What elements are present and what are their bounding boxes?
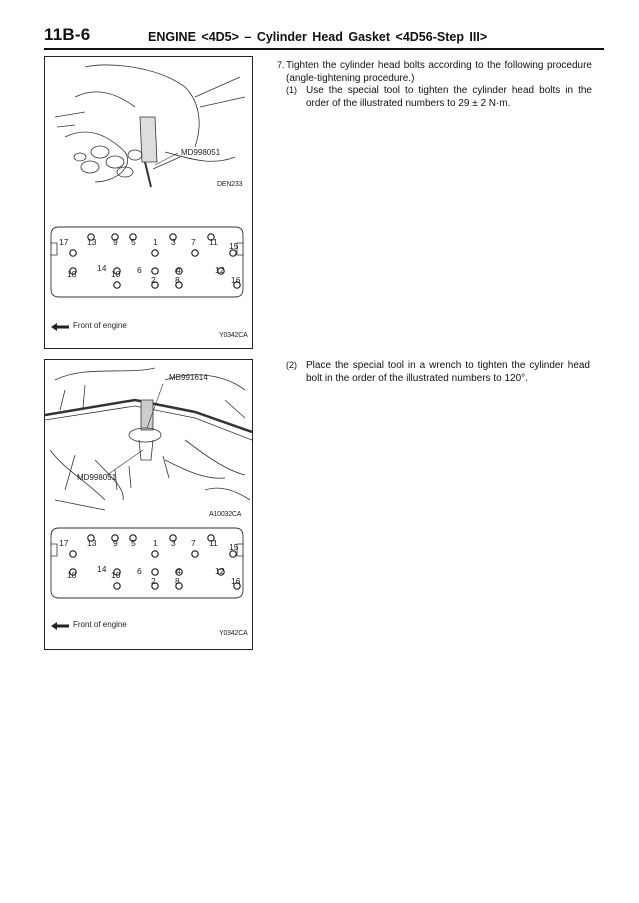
bolt-number: 9 (113, 237, 118, 247)
bolt-number: 13 (87, 538, 97, 548)
bolt-marker (152, 268, 158, 274)
bolt-number: 17 (59, 538, 69, 548)
step-7-number: 7. (277, 60, 285, 70)
substep-1-number: (1) (286, 85, 297, 95)
step-7-text: Tighten the cylinder head bolts according to the following procedure (angle-tightening procedure.) (286, 60, 592, 84)
front-of-engine-label: Front of engine (73, 620, 127, 629)
bolt-number: 5 (131, 538, 136, 548)
front-arrow-icon (51, 622, 69, 630)
bolt-number: 4 (176, 265, 181, 275)
bolt-number: 10 (111, 269, 121, 279)
bolt-number: 15 (229, 241, 239, 251)
bolt-number: 3 (171, 237, 176, 247)
bolt-number: 2 (151, 275, 156, 285)
bolt-number: 11 (209, 538, 218, 548)
section-number: 11B-6 (44, 25, 91, 44)
bolt-number: 12 (215, 566, 225, 576)
bolt-marker (70, 250, 76, 256)
bolt-marker (70, 551, 76, 557)
substep-2-number: (2) (286, 360, 297, 370)
bolt-number: 3 (171, 538, 176, 548)
bolt-number: 15 (229, 542, 239, 552)
bolt-number: 8 (175, 576, 180, 586)
tool-label-md998051: MD998051 (181, 148, 221, 157)
page-title: ENGINE <4D5> – Cylinder Head Gasket <4D56-Step III> (148, 30, 488, 44)
figure-1-illustration (45, 57, 252, 348)
engine-photo-1 (55, 65, 245, 187)
bolt-number: 5 (131, 237, 136, 247)
substep-1-text: Use the special tool to tighten the cylinder head bolts in the order of the illustrated numbers to 29 ± 2 N·m. (306, 85, 592, 109)
bolt-number: 14 (97, 263, 107, 273)
bolt-number: 1 (153, 538, 158, 548)
bolt-number: 18 (67, 570, 77, 580)
bolt-marker (192, 250, 198, 256)
bolt-number: 11 (209, 237, 218, 247)
bolt-number: 12 (215, 265, 225, 275)
bolt-number: 4 (176, 566, 181, 576)
bolt-number: 1 (153, 237, 158, 247)
photo-code: DEN233 (217, 181, 243, 188)
figure-2-illustration (45, 360, 252, 649)
photo-code: A10032CA (209, 511, 242, 518)
front-of-engine-label: Front of engine (73, 321, 127, 330)
bolt-number: 7 (191, 538, 196, 548)
figure-1 (44, 56, 253, 349)
bolt-number: 16 (231, 275, 241, 285)
bolt-number: 16 (231, 576, 241, 586)
bolt-marker (114, 583, 120, 589)
bolt-number: 13 (87, 237, 97, 247)
substep-2-text: Place the special tool in a wrench to tighten the cylinder head bolt in the order of the illustrated numbers to 120°. (306, 360, 590, 384)
bolt-marker (114, 282, 120, 288)
header-rule (44, 48, 604, 50)
bolt-number: 10 (111, 570, 121, 580)
engine-photo-2 (45, 368, 252, 510)
bolt-number: 14 (97, 564, 107, 574)
bolt-number: 8 (175, 275, 180, 285)
bolt-marker (192, 551, 198, 557)
tool-label-md998051: MD998051 (77, 473, 117, 482)
bolt-marker (152, 569, 158, 575)
diagram-code: Y0342CA (219, 630, 248, 637)
figure-2 (44, 359, 253, 650)
bolt-number: 9 (113, 538, 118, 548)
bolt-number: 2 (151, 576, 156, 586)
tool-label-mb991614: MB991614 (169, 373, 208, 382)
bolt-number: 6 (137, 265, 142, 275)
bolt-marker (152, 551, 158, 557)
front-arrow-icon (51, 323, 69, 331)
bolt-number: 17 (59, 237, 69, 247)
bolt-marker (152, 250, 158, 256)
bolt-number: 18 (67, 269, 77, 279)
bolt-number: 7 (191, 237, 196, 247)
bolt-number: 6 (137, 566, 142, 576)
diagram-code: Y0342CA (219, 332, 248, 339)
